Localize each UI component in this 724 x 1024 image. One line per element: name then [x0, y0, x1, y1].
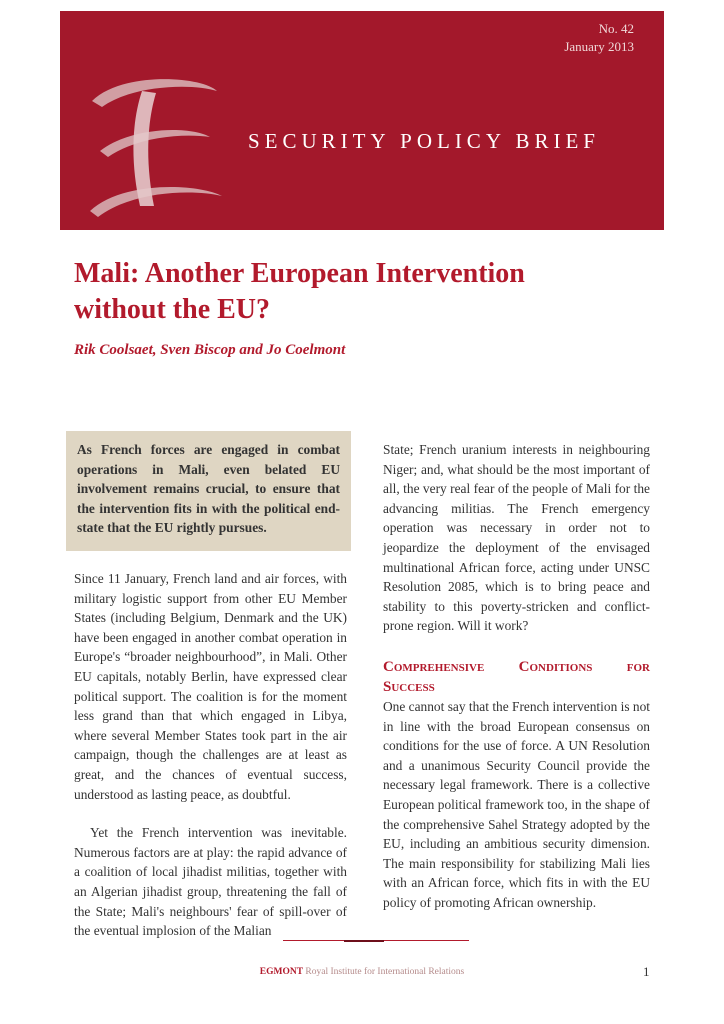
issue-date: January 2013 [564, 39, 634, 54]
issue-info [564, 20, 634, 56]
title-line-1: Mali: Another European Intervention [74, 258, 525, 289]
paragraph-3: One cannot say that the French intervention is not in line with the broad European consensus on conditions for the use of force. A UN Resolution and a unanimous Security Council provide the necessary legal framework. There is a collective European political framework too, in the shape of the comprehensive Sahel Strategy adopted by the EU, including an ambitious security dimension. The main responsibility for stabilizing Mali lies with an African force, which fits in with the EU policy of promoting African ownership. [383, 698, 651, 910]
issue-number: No. 42 [598, 21, 634, 36]
egmont-e-logo [82, 71, 232, 221]
left-column [74, 569, 347, 941]
paragraph-2-part-1: Yet the French intervention was inevitable. Numerous factors are at play: the rapid advance of a coalition of local jihadist militias, together with an Algerian jihadist group, threatening the fall of the State; Mali's neighbours' fear of spill-over of the eventual implosion of the Malian [74, 825, 347, 939]
footer [0, 967, 724, 977]
abstract-box: As French forces are engaged in combat operations in Mali, even belated EU involvement remains crucial, to ensure that the intervention fits in with the political end-state that the EU rightly pursues. [66, 431, 351, 551]
paragraph-2-part-2: State; French uranium interests in neighbouring Niger; and, what should be the most important of all, the very real fear of the people of Mali for the advancing militias. The French emergency operation was necessary in order not to jeopardize the deployment of the envisaged multinational African force, acting under UNSC Resolution 2085, which is to bring peace and stability to this poverty-stricken and conflict-prone region. Will it work? [383, 442, 650, 634]
article-authors: Rik Coolsaet, Sven Biscop and Jo Coelmont [74, 342, 346, 358]
section-heading-line-2: Success [383, 678, 435, 695]
series-title: SECURITY POLICY BRIEF [248, 129, 600, 153]
paragraph-1: Since 11 January, French land and air forces, with military logistic support from other EU Member States (including Belgium, Denmark and the UK) have been engaged in another combat operation in Europe's “broader neighbourhood”, in Mali. Other EU capitals, notably Berlin, have expressed clear political support. The coalition is for the moment less grand than that which engaged in Libya, where several Member States took part in the air campaign, though the challenges are at least as great, and the chances of eventual success, understood as lasting peace, as doubtful. [74, 571, 347, 802]
footer-rule-accent [344, 940, 384, 942]
header-banner [60, 11, 664, 230]
article-title [74, 256, 674, 328]
title-line-2: without the EU? [74, 294, 271, 325]
page-number: 1 [643, 964, 650, 979]
section-heading: Comprehensive Conditions for [383, 658, 650, 675]
footer-institute: Royal Institute for International Relations [305, 967, 465, 977]
footer-brand: EGMONT [259, 967, 304, 977]
right-column [383, 440, 650, 912]
